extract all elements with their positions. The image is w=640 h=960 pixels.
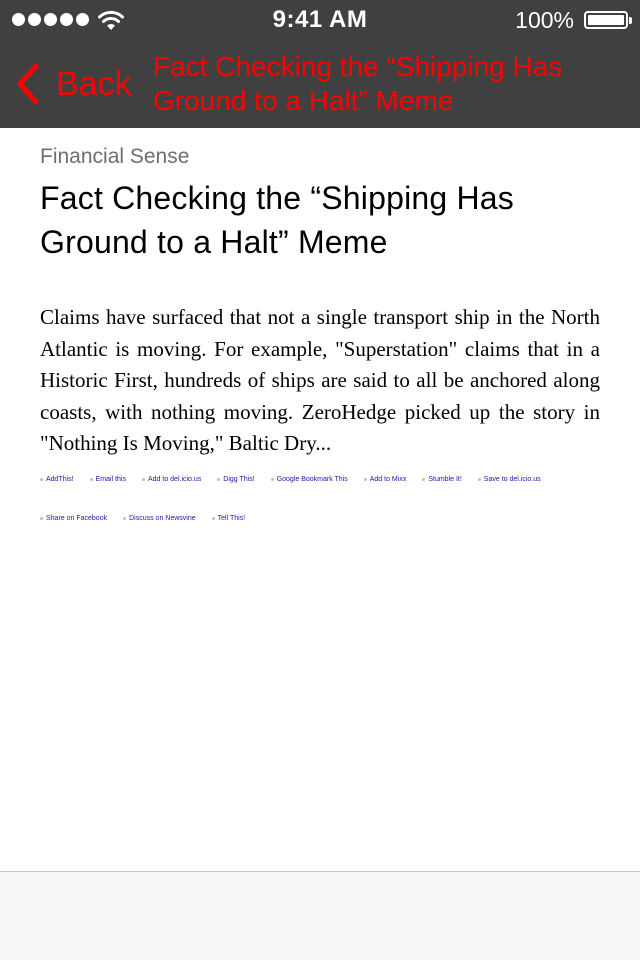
bullet-icon bbox=[212, 517, 215, 520]
share-link[interactable] bbox=[364, 474, 407, 485]
nav-title: Fact Checking the “Shipping Has Ground to a Halt” Meme bbox=[153, 51, 563, 116]
bullet-icon bbox=[422, 478, 425, 481]
share-link[interactable] bbox=[40, 474, 74, 485]
navigation-bar bbox=[0, 40, 640, 128]
bullet-icon bbox=[40, 517, 43, 520]
share-link-label: Discuss on Newsvine bbox=[129, 514, 196, 522]
bullet-icon bbox=[217, 478, 220, 481]
share-link-label: Digg This! bbox=[223, 475, 255, 483]
share-link[interactable] bbox=[422, 474, 461, 485]
back-button[interactable] bbox=[14, 60, 132, 108]
share-link[interactable] bbox=[217, 474, 254, 485]
share-link-label: Tell This! bbox=[217, 514, 246, 522]
battery-icon bbox=[584, 11, 628, 29]
bottom-toolbar bbox=[0, 871, 640, 960]
article-content bbox=[40, 128, 600, 524]
share-link[interactable] bbox=[90, 474, 126, 485]
share-link-label: Share on Facebook bbox=[46, 514, 108, 522]
share-link-label: AddThis! bbox=[46, 475, 74, 483]
share-link-label: Google Bookmark This bbox=[276, 475, 348, 483]
share-link-label: Stumble It! bbox=[428, 475, 462, 483]
article-headline: Fact Checking the “Shipping Has Ground to a Halt” Meme bbox=[40, 180, 514, 260]
status-time: 9:41 AM bbox=[272, 6, 368, 33]
share-link[interactable] bbox=[478, 474, 541, 485]
bullet-icon bbox=[271, 478, 274, 481]
share-links bbox=[40, 474, 600, 524]
bullet-icon bbox=[123, 517, 126, 520]
share-link[interactable] bbox=[123, 513, 196, 524]
share-link[interactable] bbox=[40, 513, 107, 524]
share-link-label: Save to del.icio.us bbox=[483, 475, 541, 483]
chevron-left-icon bbox=[14, 62, 42, 106]
back-label: Back bbox=[56, 65, 132, 103]
article-source: Financial Sense bbox=[40, 145, 190, 168]
share-link-label: Email this bbox=[95, 475, 126, 483]
share-link[interactable] bbox=[142, 474, 201, 485]
article-body: Claims have surfaced that not a single transport ship in the North Atlantic is moving. For example, "Superstation" claims that in a Historic First, hundreds of ships are said to all be anchored along coasts, with nothing moving. ZeroHedge picked up the story in "Nothing Is Moving," Baltic Dry... bbox=[40, 305, 600, 455]
share-link[interactable] bbox=[271, 474, 348, 485]
bullet-icon bbox=[40, 478, 43, 481]
bullet-icon bbox=[90, 478, 93, 481]
battery-percent: 100% bbox=[515, 7, 574, 33]
bullet-icon bbox=[364, 478, 367, 481]
share-link[interactable] bbox=[212, 513, 246, 524]
bullet-icon bbox=[478, 478, 481, 481]
status-bar bbox=[0, 0, 640, 40]
battery-fill bbox=[588, 15, 624, 25]
share-link-label: Add to Mixx bbox=[369, 475, 407, 483]
share-link-label: Add to del.icio.us bbox=[147, 475, 202, 483]
bullet-icon bbox=[142, 478, 145, 481]
